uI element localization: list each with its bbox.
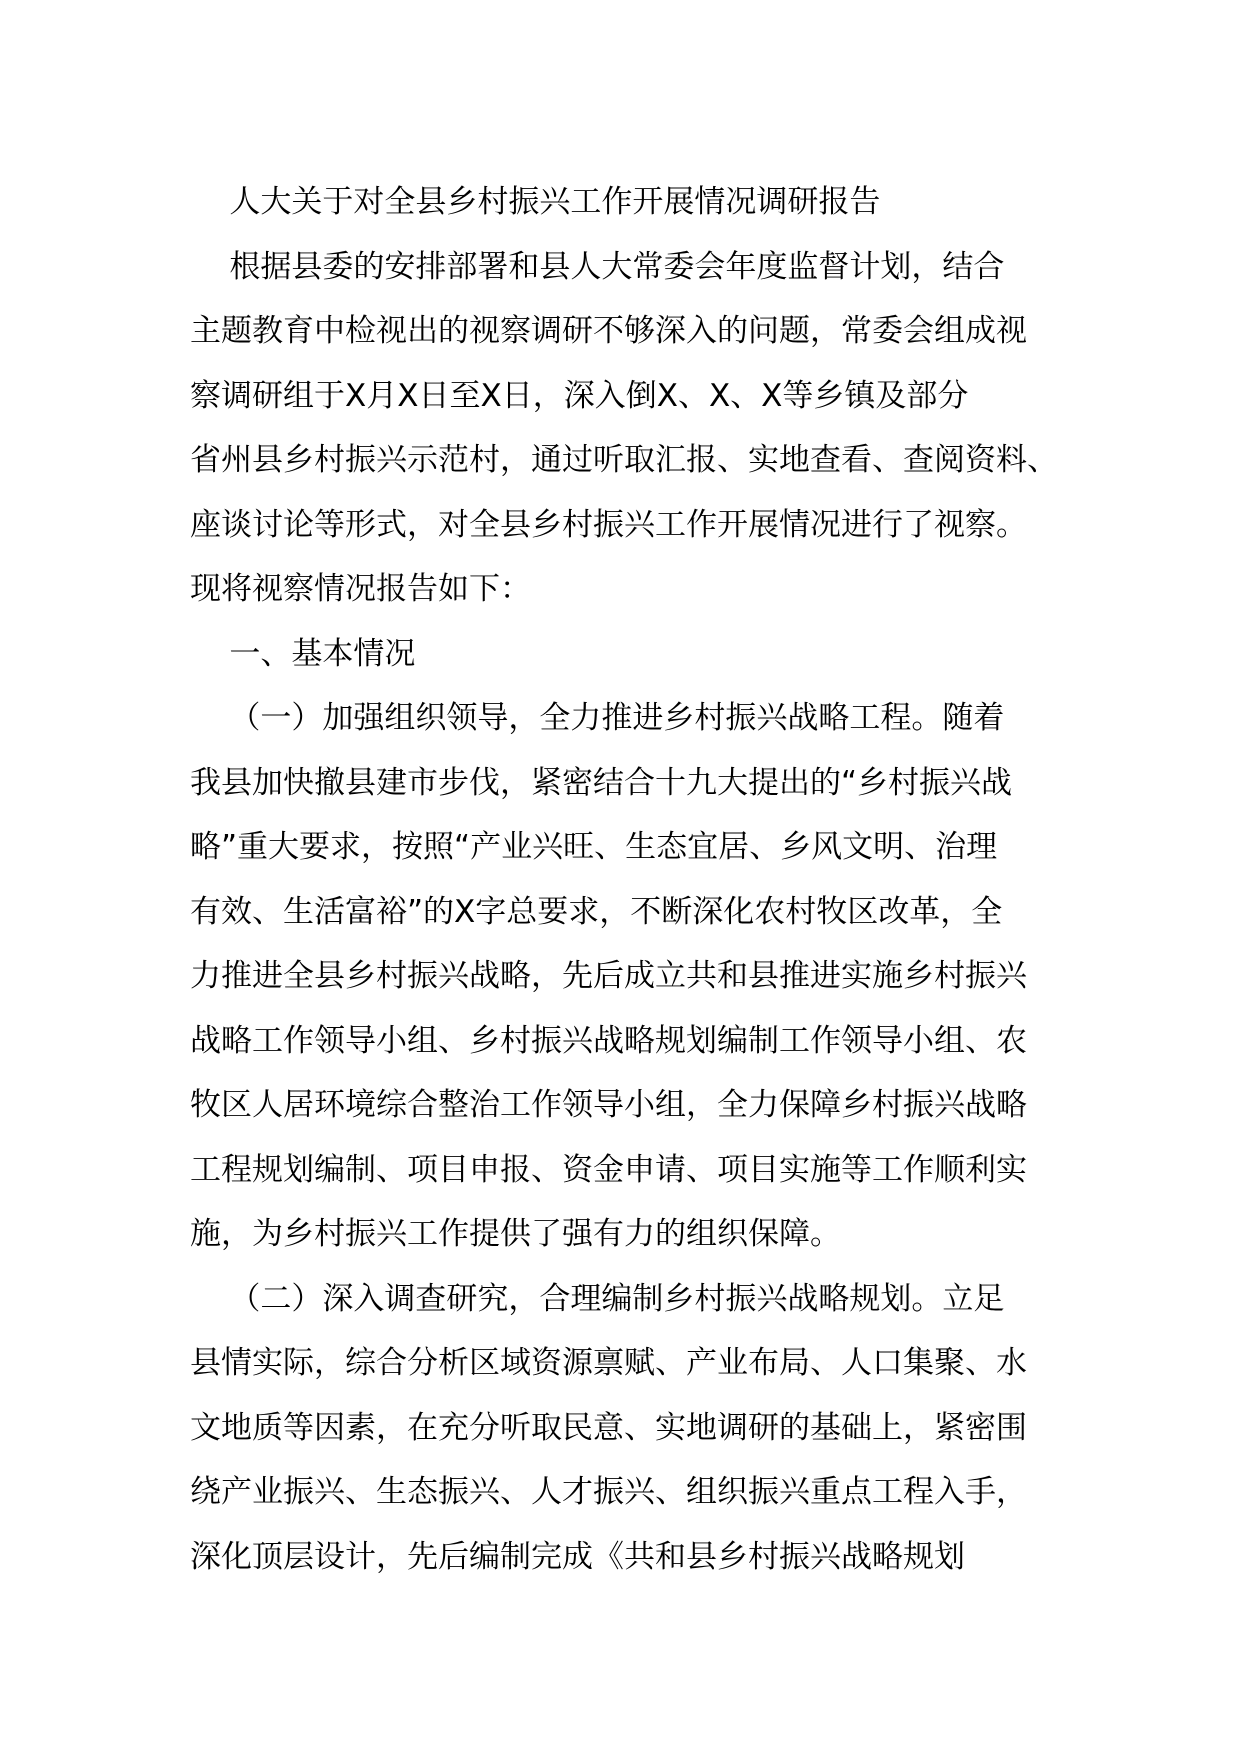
paragraph-line: 现将视察情况报告如下： [190, 571, 531, 607]
paragraph-line: 施，为乡村振兴工作提供了强有力的组织保障。 [190, 1216, 841, 1252]
paragraph-line: 省州县乡村振兴示范村，通过听取汇报、实地查看、查阅资料、 [190, 442, 1058, 478]
paragraph-line: 主题教育中检视出的视察调研不够深入的问题，常委会组成视 [190, 313, 1027, 349]
paragraph-line: 有效、生活富裕”的X字总要求，不断深化农村牧区改革，全 [190, 893, 1003, 930]
paragraph-line: 我县加快撤县建市步伐，紧密结合十九大提出的“乡村振兴战 [190, 764, 1013, 801]
paragraph-line: 县情实际，综合分析区域资源禀赋、产业布局、人口集聚、水 [190, 1345, 1027, 1381]
document-title: 人大关于对全县乡村振兴工作开展情况调研报告 [190, 184, 881, 220]
section-heading: 一、基本情况 [190, 635, 416, 672]
paragraph-line: 文地质等因素，在充分听取民意、实地调研的基础上，紧密围 [190, 1409, 1027, 1446]
paragraph-line: 力推进全县乡村振兴战略，先后成立共和县推进实施乡村振兴 [190, 958, 1027, 994]
paragraph-line: 略”重大要求，按照“产业兴旺、生态宜居、乡风文明、治理 [190, 829, 998, 865]
document-body [190, 170, 1090, 1589]
paragraph-line: 绕产业振兴、生态振兴、人才振兴、组织振兴重点工程入手， [190, 1474, 1027, 1510]
paragraph-line: 察调研组于X月X日至X日，深入倒X、X、X等乡镇及部分 [190, 377, 969, 414]
paragraph-line: 工程规划编制、项目申报、资金申请、项目实施等工作顺利实 [190, 1151, 1027, 1188]
paragraph-line: （二）深入调查研究，合理编制乡村振兴战略规划。立足 [190, 1280, 1005, 1317]
paragraph-line: （一）加强组织领导，全力推进乡村振兴战略工程。随着 [190, 700, 1005, 736]
paragraph-line: 座谈讨论等形式，对全县乡村振兴工作开展情况进行了视察。 [190, 506, 1027, 543]
paragraph-line: 牧区人居环境综合整治工作领导小组，全力保障乡村振兴战略 [190, 1087, 1027, 1123]
paragraph-line: 战略工作领导小组、乡村振兴战略规划编制工作领导小组、农 [190, 1022, 1027, 1059]
paragraph-line: 深化顶层设计，先后编制完成《共和县乡村振兴战略规划 [190, 1538, 965, 1575]
paragraph-line: 根据县委的安排部署和县人大常委会年度监督计划，结合 [190, 248, 1005, 285]
